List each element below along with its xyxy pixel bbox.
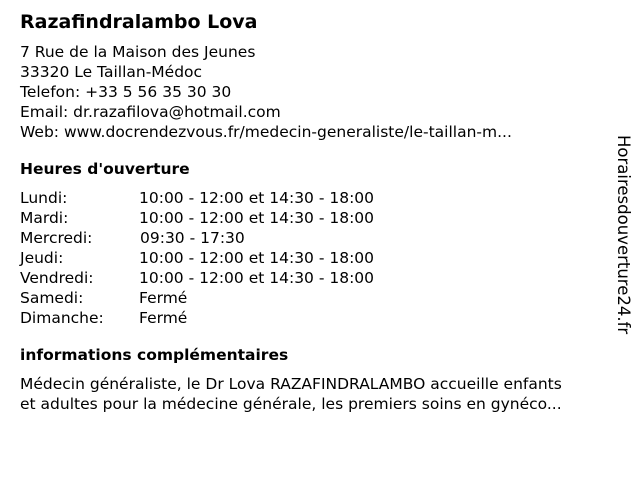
opening-hours-title: Heures d'ouverture: [20, 160, 190, 178]
day-label: Vendredi:: [20, 269, 94, 287]
day-label: Dimanche:: [20, 309, 104, 327]
hours-row-thursday: [20, 248, 610, 268]
hours-row-saturday: [20, 288, 610, 308]
hours-row-wednesday: [20, 228, 610, 248]
business-card: [20, 8, 610, 414]
info-line-2: et adultes pour la médecine générale, les premiers soins en gynéco...: [20, 395, 562, 413]
day-label: Lundi:: [20, 189, 68, 207]
day-label: Samedi:: [20, 289, 84, 307]
day-hours: 10:00 - 12:00 et 14:30 - 18:00: [139, 189, 375, 207]
phone-line: Telefon: +33 5 56 35 30 30: [20, 83, 232, 101]
site-watermark: Horairesdouverture24.fr: [614, 135, 633, 335]
hours-row-sunday: [20, 308, 610, 328]
day-hours: 10:00 - 12:00 et 14:30 - 18:00: [139, 249, 375, 267]
info-line-1: Médecin généraliste, le Dr Lova RAZAFINDRALAMBO accueille enfants: [20, 375, 562, 393]
opening-hours-table: [20, 188, 610, 328]
business-name: Razafindralambo Lova: [20, 11, 258, 33]
hours-row-tuesday: [20, 208, 610, 228]
day-label: Jeudi:: [20, 249, 64, 267]
address-line-1: 7 Rue de la Maison des Jeunes: [20, 43, 256, 61]
info-title: informations complémentaires: [20, 346, 289, 364]
web-line: Web: www.docrendezvous.fr/medecin-generaliste/le-taillan-m...: [20, 123, 512, 141]
day-hours: Fermé: [139, 309, 188, 327]
hours-row-monday: [20, 188, 610, 208]
day-hours: Fermé: [139, 289, 188, 307]
day-hours: 10:00 - 12:00 et 14:30 - 18:00: [139, 209, 375, 227]
day-label: Mercredi:: [20, 229, 93, 247]
hours-row-friday: [20, 268, 610, 288]
day-hours: 10:00 - 12:00 et 14:30 - 18:00: [139, 269, 375, 287]
day-hours: 09:30 - 17:30: [140, 229, 245, 247]
day-label: Mardi:: [20, 209, 69, 227]
address-line-2: 33320 Le Taillan-Médoc: [20, 63, 203, 81]
email-line: Email: dr.razafilova@hotmail.com: [20, 103, 281, 121]
